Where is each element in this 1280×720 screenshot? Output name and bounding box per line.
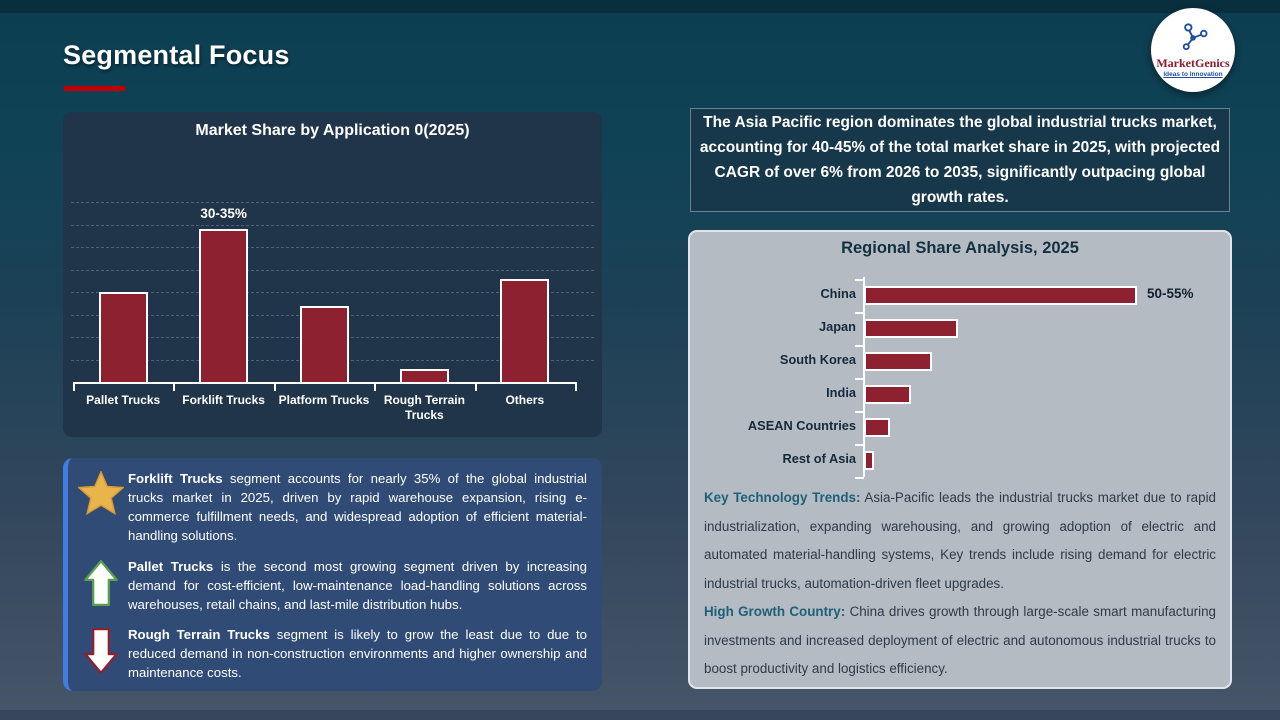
trends-text-block (704, 484, 1216, 684)
x-axis-line (73, 382, 576, 384)
application-chart (63, 112, 602, 437)
bar (864, 286, 1137, 305)
gridline (71, 247, 594, 248)
logo-name: MarketGenics (1156, 55, 1230, 70)
application-chart-title: Market Share by Application 0(2025) (195, 122, 470, 139)
category-label: ASEAN Countries (747, 418, 856, 433)
insight-lead: Forklift Trucks (128, 471, 223, 486)
logo-tagline: Ideas to Innovation (1163, 71, 1223, 79)
insight-body: segment accounts for nearly 35% of the global industrial trucks market in 2025, driven by rapid warehouse expansion, rising e-commerce fulfillment needs, and widespread adoption of efficient material-handling solutions. (128, 471, 587, 543)
bar (500, 279, 549, 383)
trends-label: Key Technology Trends: (704, 490, 861, 505)
bar (400, 369, 449, 383)
bar (99, 292, 148, 382)
star-icon (74, 469, 128, 515)
data-label: 50-55% (1147, 286, 1194, 301)
bar (864, 352, 932, 371)
category-label: Rough Terrain Trucks (383, 393, 465, 422)
page-title: Segmental Focus (63, 40, 290, 70)
insight-text (128, 469, 587, 545)
gridline (71, 270, 594, 271)
list-item (74, 469, 587, 545)
trends-paragraph (704, 598, 1216, 684)
category-label: Platform Trucks (278, 393, 370, 407)
footer-strip (0, 710, 1280, 720)
list-item (74, 557, 587, 614)
bar (199, 229, 248, 382)
gridline (71, 202, 594, 203)
axis-tick (73, 382, 75, 391)
category-label: Forklift Trucks (182, 393, 265, 407)
trends-label: High Growth Country: (704, 604, 846, 620)
category-label: South Korea (779, 352, 856, 367)
y-axis-line (863, 277, 865, 477)
trends-body: China drives growth through large-scale smart manufacturing investments and increased deployment of electric and autonomous industrial trucks to boost productivity and logistics efficiency. (704, 604, 1216, 677)
asia-pacific-headline (690, 108, 1230, 212)
regional-analysis-panel (688, 230, 1232, 689)
molecule-icon (1176, 22, 1210, 57)
regional-chart-title: Regional Share Analysis, 2025 (841, 239, 1079, 257)
data-label: 30-35% (200, 206, 247, 221)
bar (864, 319, 958, 338)
category-label: India (826, 385, 856, 400)
bar (864, 385, 911, 404)
segment-insights-box (63, 458, 602, 691)
bar (300, 306, 349, 383)
axis-tick (173, 382, 175, 391)
category-label: Others (505, 393, 545, 407)
trends-body: Asia-Pacific leads the industrial trucks market due to rapid industrialization, expanding warehousing, and growing adoption of electric and automated material-handling systems, Key trends include rising demand for electric industrial trucks, automation-driven fleet upgrades. (704, 490, 1216, 591)
bar (864, 451, 874, 470)
top-strip (0, 0, 1280, 13)
axis-tick (475, 382, 477, 391)
title-accent-bar (64, 86, 125, 91)
insight-body: segment is likely to grow the least due to due to reduced demand in non-construction environments and higher ownership and maintenance costs. (128, 627, 588, 680)
application-chart-panel (63, 112, 602, 437)
headline-text: The Asia Pacific region dominates the global industrial trucks market, accounting for 40-45% of the total market share in 2025, with projected CAGR of over 6% from 2026 to 2035, significantly outpacing global growth rates. (699, 113, 1221, 207)
list-item (74, 625, 587, 682)
insight-text (128, 625, 587, 682)
insight-lead: Pallet Trucks (128, 558, 214, 574)
gridline (71, 225, 594, 226)
up-arrow-icon (74, 557, 128, 607)
axis-tick (575, 382, 577, 391)
insight-text (128, 557, 587, 614)
category-label: Pallet Trucks (86, 393, 161, 407)
insight-body: is the second most growing segment driven by increasing demand for cost-efficient, low-maintenance load-handling solutions across warehouses, retail chains, and last-mile distribution hubs. (128, 558, 587, 612)
trends-paragraph (704, 484, 1216, 598)
category-label: Japan (819, 319, 856, 334)
insight-lead: Rough Terrain Trucks (128, 627, 270, 642)
axis-tick (374, 382, 376, 391)
axis-tick (274, 382, 276, 391)
marketgenics-logo (1151, 8, 1235, 92)
down-arrow-icon (74, 625, 128, 675)
category-label: China (820, 286, 856, 301)
bar (864, 418, 890, 437)
category-label: Rest of Asia (782, 451, 856, 466)
